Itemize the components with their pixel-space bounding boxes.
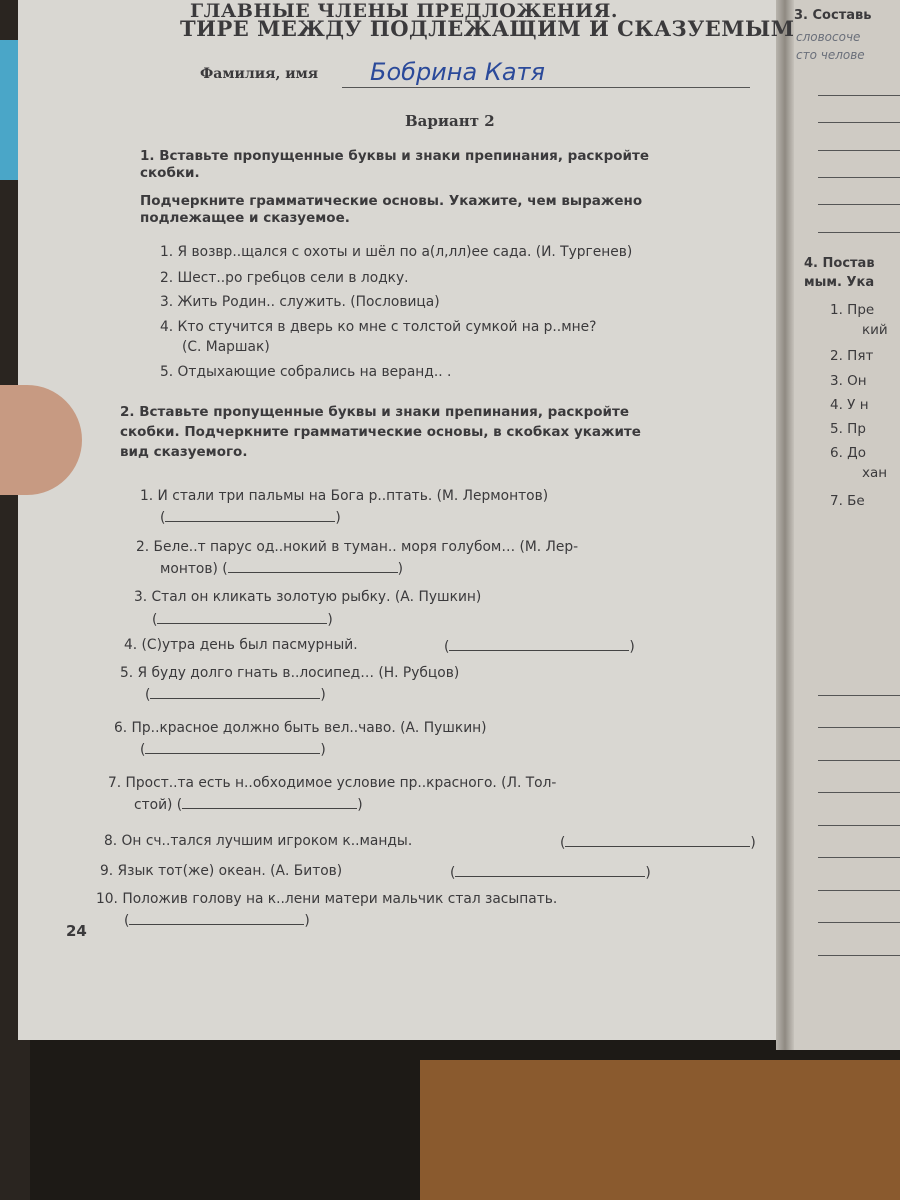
right-item: кий	[862, 322, 888, 338]
answer-line	[818, 760, 900, 761]
right-item: 4. У н	[830, 397, 869, 413]
task2-instruction-line: 2. Вставьте пропущенные буквы и знаки препинания, раскройте	[120, 404, 629, 420]
right-task3-line2: словосоче	[796, 30, 861, 44]
answer-blank[interactable]	[150, 684, 320, 699]
task1-instruction-line: скобки.	[140, 165, 200, 181]
student-name-handwritten: Бобрина Катя	[370, 58, 545, 86]
answer-blank[interactable]	[182, 794, 357, 809]
answer-line	[818, 150, 900, 151]
right-item: 2. Пят	[830, 348, 874, 364]
task2-answer[interactable]: ( )	[560, 832, 756, 853]
answer-line	[818, 857, 900, 858]
task2-answer[interactable]: ( )	[145, 684, 326, 705]
answer-blank[interactable]	[145, 739, 320, 754]
wooden-table	[420, 1060, 900, 1200]
right-item: 5. Пр	[830, 421, 866, 437]
variant-heading: Вариант 2	[405, 112, 495, 130]
task1-item: 3. Жить Родин.. служить. (Пословица)	[160, 294, 440, 310]
right-item: 6. До	[830, 445, 866, 461]
right-item: хан	[862, 465, 888, 481]
right-task4-line2: мым. Ука	[804, 275, 875, 290]
answer-line	[818, 890, 900, 891]
right-item: 7. Бе	[830, 493, 865, 509]
task2-item: 3. Стал он кликать золотую рыбку. (А. Пушкин)	[134, 589, 482, 605]
right-task3-title: 3. Составь	[794, 8, 872, 23]
answer-blank[interactable]	[449, 636, 629, 651]
task2-instruction-line: вид сказуемого.	[120, 444, 248, 460]
answer-line	[818, 95, 900, 96]
answer-blank[interactable]	[157, 609, 327, 624]
answer-line	[818, 727, 900, 728]
task2-item: 4. (С)утра день был пасмурный.	[124, 637, 358, 653]
workbook-right-page	[790, 0, 900, 1050]
task1-item: 1. Я возвр..щался с охоты и шёл по а(л,лл)ее сада. (И. Тургенев)	[160, 244, 633, 260]
task2-answer[interactable]: ( )	[124, 910, 310, 931]
answer-line	[818, 177, 900, 178]
answer-line	[818, 792, 900, 793]
task1-item-continuation: (С. Маршак)	[182, 339, 270, 355]
name-line	[342, 87, 750, 88]
answer-blank[interactable]	[165, 507, 335, 522]
answer-line	[818, 204, 900, 205]
task1-item: 4. Кто стучится в дверь ко мне с толстой сумкой на р..мне?	[160, 319, 597, 335]
task2-instruction-line: скобки. Подчеркните грамматические основы, в скобках укажите	[120, 424, 641, 440]
answer-line	[818, 232, 900, 233]
answer-blank[interactable]	[455, 862, 645, 877]
task2-item: 6. Пр..красное должно быть вел..чаво. (А. Пушкин)	[114, 720, 487, 736]
task2-item: 2. Беле..т парус од..нокий в туман.. моря голубом… (М. Лер-	[136, 539, 579, 555]
task1-item: 5. Отдыхающие собрались на веранд.. .	[160, 364, 452, 380]
task2-item: 8. Он сч..тался лучшим игроком к..манды.	[104, 833, 413, 849]
task2-answer[interactable]: монтов) ( )	[160, 558, 403, 579]
book-gutter	[776, 0, 794, 1050]
answer-line	[818, 922, 900, 923]
task2-item: 9. Язык тот(же) океан. (А. Битов)	[100, 863, 343, 879]
task2-answer[interactable]: ( )	[152, 609, 333, 630]
task1-instruction-line: 1. Вставьте пропущенные буквы и знаки препинания, раскройте	[140, 148, 649, 164]
right-item: 3. Он	[830, 373, 867, 389]
task2-item-continuation: стой)	[134, 797, 173, 813]
right-task3-line3: сто челове	[796, 48, 865, 62]
task2-answer[interactable]: стой) ( )	[134, 794, 363, 815]
answer-blank[interactable]	[565, 832, 750, 847]
task1-instruction-line: подлежащее и сказуемое.	[140, 210, 350, 226]
answer-blank[interactable]	[129, 910, 304, 925]
answer-blank[interactable]	[228, 558, 398, 573]
answer-line	[818, 122, 900, 123]
page-number: 24	[66, 922, 87, 940]
answer-line	[818, 695, 900, 696]
worksheet-topic: ГЛАВНЫЕ ЧЛЕНЫ ПРЕДЛОЖЕНИЯ.	[190, 0, 619, 22]
task1-instruction-line: Подчеркните грамматические основы. Укажите, чем выражено	[140, 193, 643, 209]
task2-answer[interactable]: ( )	[450, 862, 651, 883]
right-task4-title: 4. Постав	[804, 256, 875, 271]
task2-item: 1. И стали три пальмы на Бога р..птать. (М. Лермонтов)	[140, 488, 549, 504]
right-item: 1. Пре	[830, 302, 875, 318]
name-label: Фамилия, имя	[200, 66, 319, 82]
task2-item: 10. Положив голову на к..лени матери мальчик стал засыпать.	[96, 891, 558, 907]
worksheet-title: ТИРЕ МЕЖДУ ПОДЛЕЖАЩИМ И СКАЗУЕМЫМ	[180, 16, 795, 41]
task1-item: 2. Шест..ро гребцов сели в лодку.	[160, 270, 409, 286]
task2-item: 5. Я буду долго гнать в..лосипед… (Н. Рубцов)	[120, 665, 460, 681]
task2-answer[interactable]: ( )	[140, 739, 326, 760]
task2-answer[interactable]: ( )	[160, 507, 341, 528]
answer-line	[818, 825, 900, 826]
task2-item-continuation: монтов)	[160, 561, 218, 577]
task2-answer[interactable]: ( )	[444, 636, 635, 657]
task2-item: 7. Прост..та есть н..обходимое условие пр..красного. (Л. Тол-	[108, 775, 557, 791]
answer-line	[818, 955, 900, 956]
